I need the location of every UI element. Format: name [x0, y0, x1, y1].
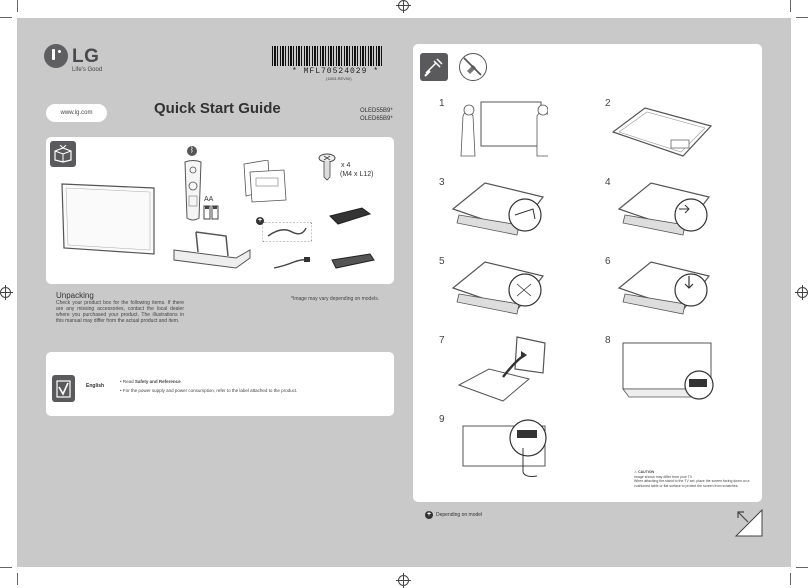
bluetooth-icon: ᛒ [187, 146, 197, 156]
crop-mark [17, 573, 18, 585]
optional-item-icon: + [426, 511, 432, 518]
step-3 [433, 175, 548, 248]
caution-line-1: Image shown may differ from your TV. [634, 474, 693, 479]
image-vary-note: *Image may vary depending on models. [291, 296, 380, 302]
read-manual-icon [52, 375, 75, 402]
part-code-sub: (1803-REV00) [326, 76, 352, 81]
part-code: * MFL70524029 * [292, 67, 380, 76]
step-number: 9 [439, 414, 445, 425]
tv-panel-illustration [58, 178, 158, 258]
step-number: 5 [439, 256, 445, 267]
step-number: 8 [605, 335, 611, 346]
screw-icon [318, 153, 336, 181]
optional-item-icon: + [257, 217, 263, 224]
step-4 [599, 175, 714, 248]
safety-link-text: Safety and Reference [134, 379, 181, 384]
unpacking-description: Check your product box for the following items. If there are any missing accessories, contact the local dealer where you purchased your product. The illustrations in this manual may differ from the actual product and item. [56, 300, 184, 324]
registration-mark-top [398, 0, 409, 11]
step-8 [599, 333, 714, 406]
screw-count: x 4 [341, 162, 351, 169]
model-number-2: OLED65B9* [360, 116, 393, 122]
step-1 [433, 96, 548, 169]
crop-mark [796, 17, 808, 18]
safety-bullet-2: • For the power supply and power consumption, refer to the label attached to the product. [120, 388, 298, 393]
stand-cover-illustration [330, 252, 376, 270]
step-2 [599, 96, 714, 169]
website-link[interactable]: www.lg.com [46, 104, 107, 122]
step-number: 4 [605, 177, 611, 188]
language-label: English [86, 383, 105, 389]
warning-icon: ⚠ [634, 470, 638, 474]
safety-bullet-1-prefix: • Read [120, 379, 135, 384]
screw-size: (M4 x L12) [340, 171, 374, 178]
step-number: 3 [439, 177, 445, 188]
page-fold-icon [734, 508, 764, 538]
crop-mark [790, 573, 791, 585]
lg-logo-icon [44, 44, 68, 68]
crop-mark [0, 567, 12, 568]
barcode-icon [272, 46, 382, 66]
manual-booklet-illustration [240, 160, 292, 204]
unpacking-title: Unpacking [56, 291, 94, 300]
step-5 [433, 254, 548, 327]
step-number: 6 [605, 256, 611, 267]
cable-adapter-illustration [262, 222, 312, 242]
step-number: 2 [605, 98, 611, 109]
cable-holder-illustration [328, 206, 372, 228]
caution-line-2: When attaching the stand to the TV set, place the screen facing down on a cushioned table or flat surface to protect the screen from scratches. [634, 479, 750, 488]
model-number-1: OLED55B9* [360, 108, 393, 114]
caution-title-text: CAUTION [638, 470, 655, 474]
footnote-text: Depending on model [436, 512, 483, 518]
step-number: 7 [439, 335, 445, 346]
registration-mark-right [797, 287, 808, 298]
registration-mark-left [0, 287, 11, 298]
step-9 [433, 412, 548, 485]
step-7 [433, 333, 548, 406]
step-number: 1 [439, 98, 445, 109]
crop-mark [0, 17, 12, 18]
caution-note [634, 470, 760, 488]
page-title: Quick Start Guide [154, 100, 281, 117]
no-spray-icon [459, 53, 487, 81]
brand-name: LG [72, 46, 100, 67]
cable-illustration [270, 256, 312, 272]
depending-on-model-note [425, 511, 482, 519]
battery-label: AA [204, 196, 214, 203]
crop-mark [796, 567, 808, 568]
stand-illustration [172, 228, 252, 272]
crop-mark [790, 0, 791, 12]
safety-bullet-1-suffix: . [180, 379, 182, 384]
cleaning-cloth-icon [420, 53, 448, 81]
brand-tagline: Life's Good [72, 67, 103, 73]
battery-icon [203, 204, 219, 220]
step-6 [599, 254, 714, 327]
registration-mark-bottom [398, 575, 409, 586]
remote-control-illustration [181, 160, 205, 222]
box-open-icon [50, 141, 76, 167]
safety-bullet-1 [120, 379, 182, 384]
crop-mark [17, 0, 18, 12]
